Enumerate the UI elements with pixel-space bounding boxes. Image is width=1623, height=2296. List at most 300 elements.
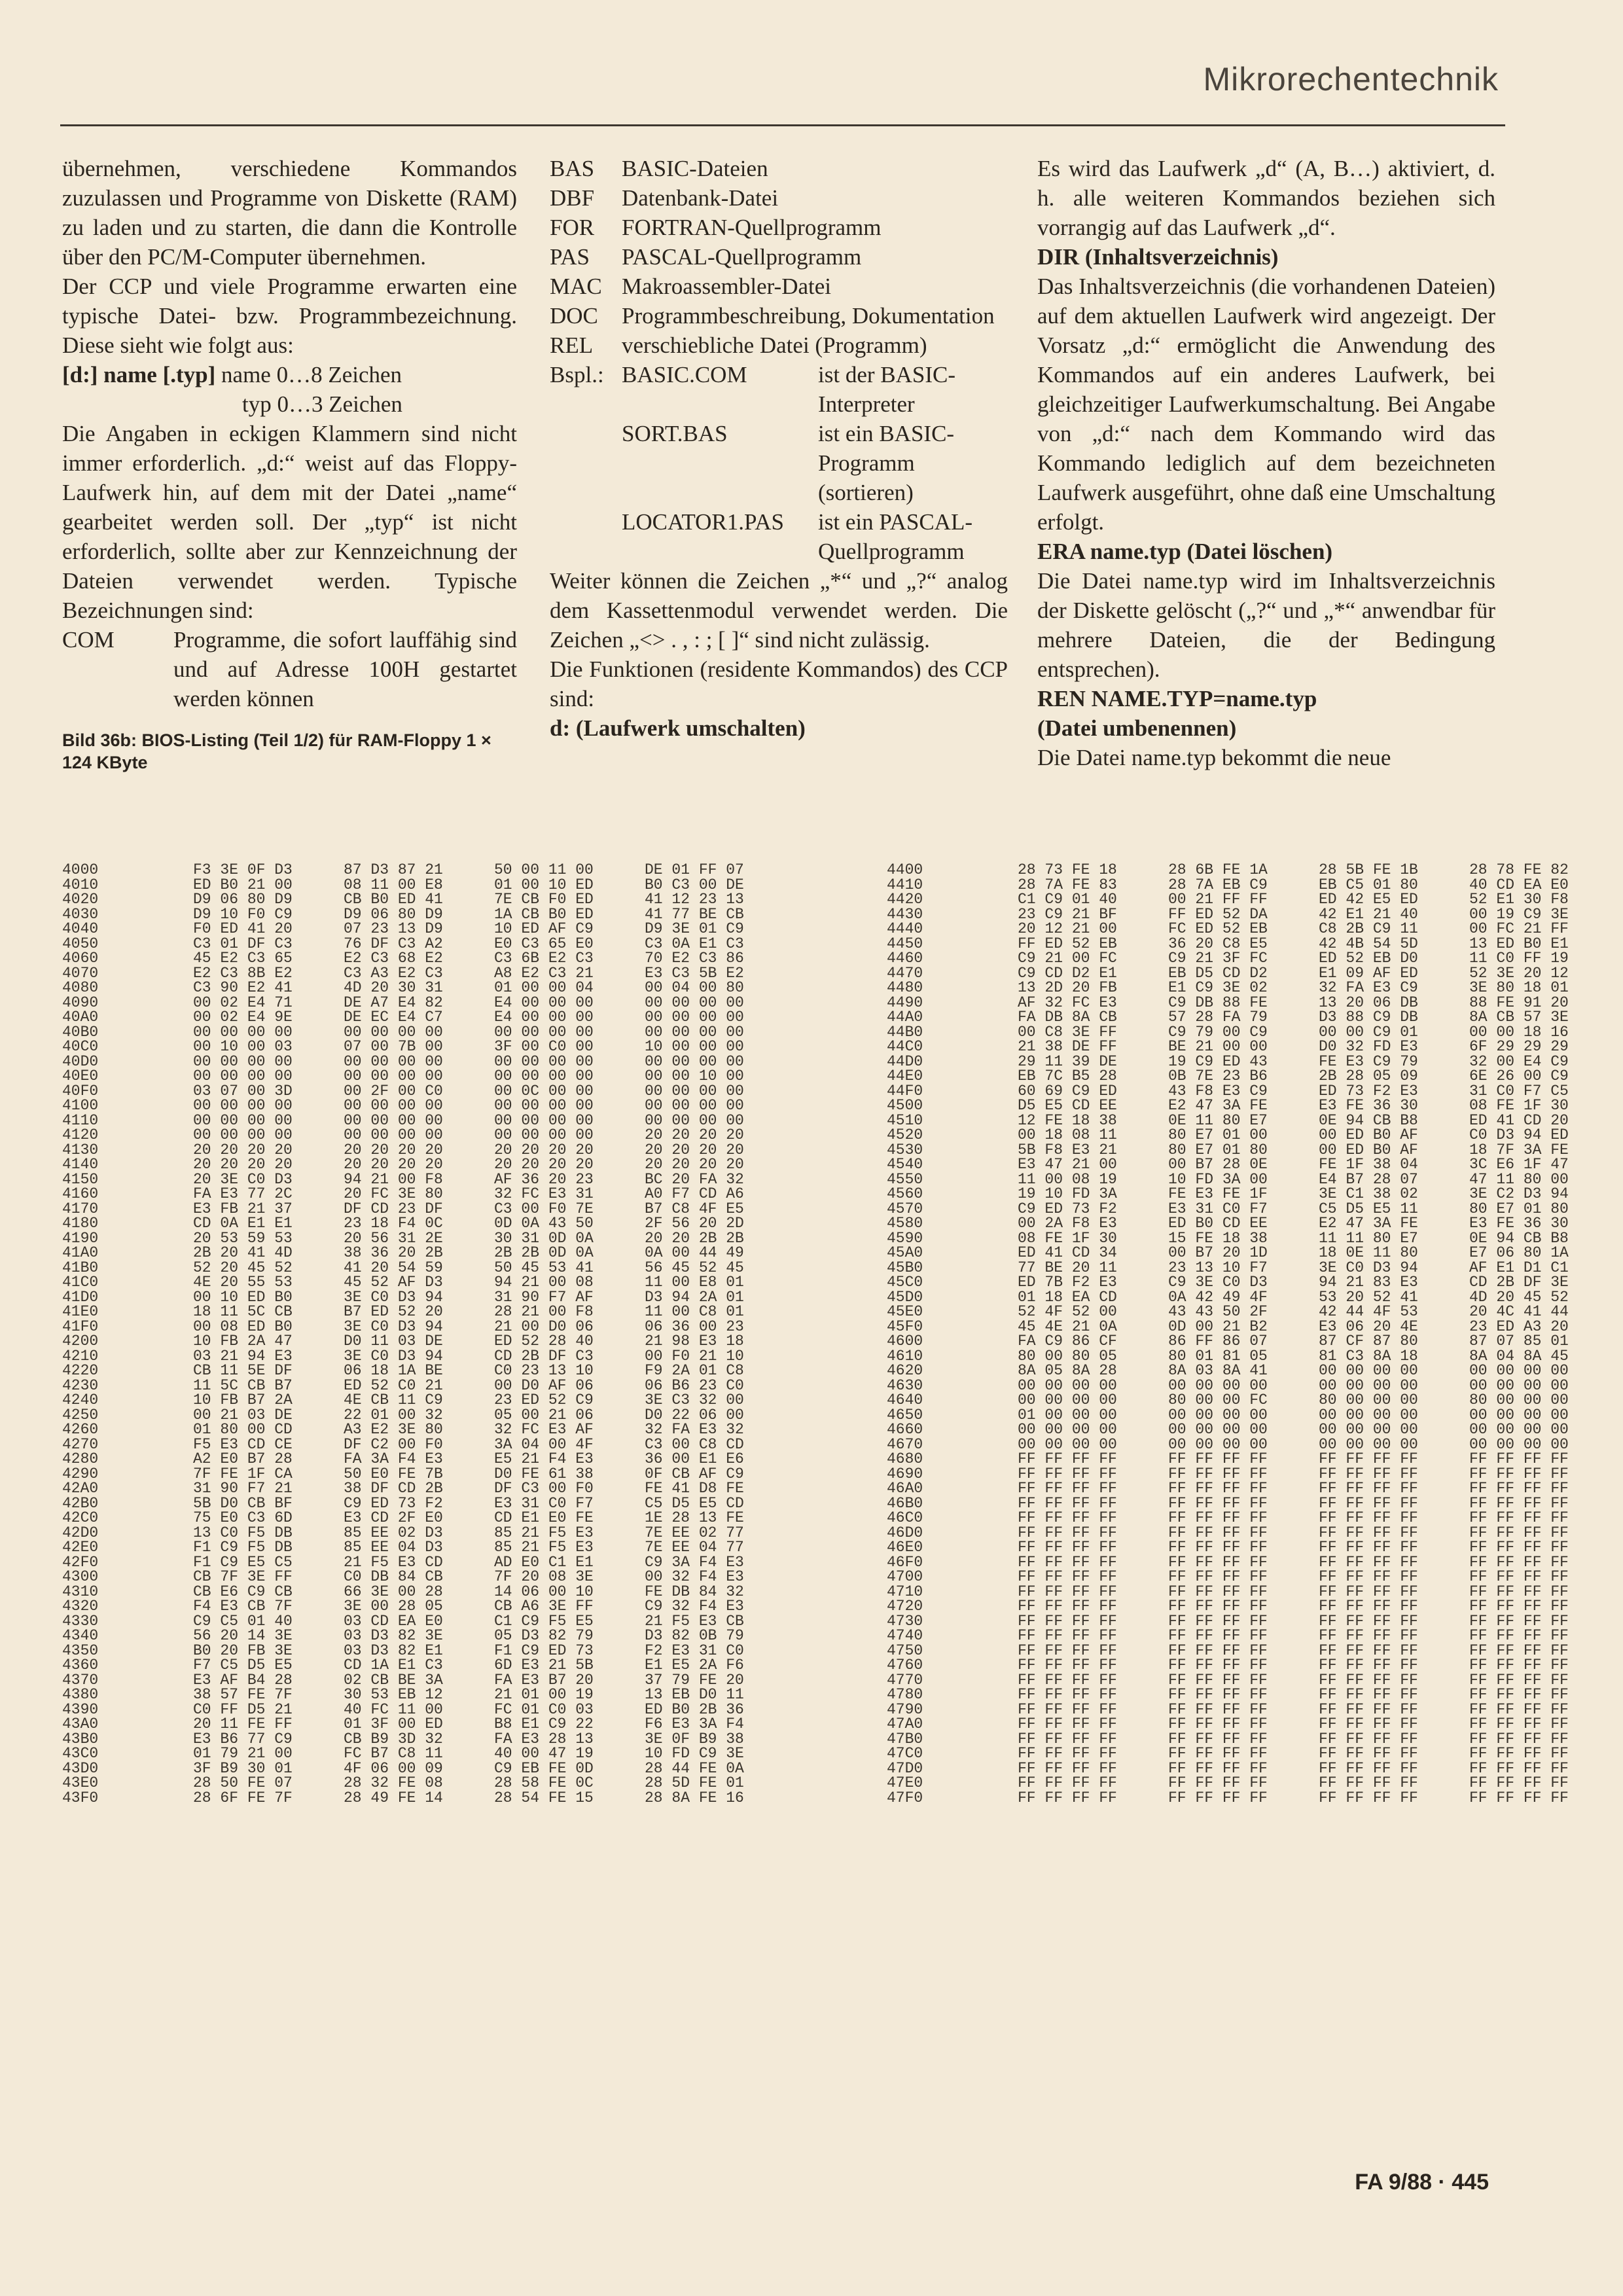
hex-bytes: ED 42 E5 ED xyxy=(1319,891,1418,908)
hex-bytes: 23 ED A3 20 xyxy=(1469,1318,1569,1335)
hex-address: 4700 xyxy=(887,1568,923,1585)
hex-bytes: E3 FE 36 30 xyxy=(1469,1215,1569,1232)
hex-row xyxy=(62,1450,1569,1467)
hex-bytes: 03 CD EA E0 xyxy=(344,1612,443,1630)
hex-bytes: 00 00 00 00 xyxy=(645,994,744,1011)
hex-address: 4720 xyxy=(887,1598,923,1615)
hex-bytes: FF FF FF FF xyxy=(1018,1524,1117,1541)
hex-bytes: 08 FE 1F 30 xyxy=(1018,1229,1117,1247)
hex-gap xyxy=(795,1319,887,1335)
hex-bytes: BE 21 00 00 xyxy=(1168,1038,1268,1055)
hex-bytes: 10 00 00 00 xyxy=(645,1038,744,1055)
example-label xyxy=(550,507,622,566)
hex-bytes: FF FF FF FF xyxy=(1469,1450,1569,1467)
hex-bytes: ED 73 F2 E3 xyxy=(1319,1082,1418,1100)
hex-bytes: C9 3E C0 D3 xyxy=(1168,1274,1268,1291)
hex-gap xyxy=(795,1113,887,1128)
hex-bytes: CD 1A E1 C3 xyxy=(344,1657,443,1674)
hex-row xyxy=(62,1553,1569,1571)
hex-bytes: 87 CF 87 80 xyxy=(1319,1333,1418,1350)
hex-gap xyxy=(795,951,887,966)
hex-bytes: CB 7F 3E FF xyxy=(193,1568,293,1585)
file-type-item xyxy=(550,154,1008,183)
example-list xyxy=(550,360,1008,566)
hex-bytes: 13 ED B0 E1 xyxy=(1469,935,1569,952)
hex-gap xyxy=(795,1157,887,1172)
hex-gap xyxy=(795,1761,887,1776)
hex-row xyxy=(62,950,1569,967)
hex-bytes: FC ED 52 EB xyxy=(1168,920,1268,937)
hex-bytes: 20 20 20 20 xyxy=(645,1156,744,1173)
hex-row xyxy=(62,905,1569,923)
hex-bytes: C5 D5 E5 11 xyxy=(1319,1200,1418,1217)
hex-bytes: 03 D3 82 3E xyxy=(344,1627,443,1644)
hex-address: 46A0 xyxy=(887,1480,923,1497)
hex-bytes: FF FF FF FF xyxy=(1469,1524,1569,1541)
hex-bytes: 18 0E 11 80 xyxy=(1319,1244,1418,1261)
hex-address: 4280 xyxy=(62,1450,99,1467)
example-item xyxy=(550,360,1008,419)
hex-bytes: E3 FE 36 30 xyxy=(1319,1097,1418,1114)
hex-bytes: FF FF FF FF xyxy=(1018,1627,1117,1644)
hex-bytes: FF FF FF FF xyxy=(1018,1450,1117,1467)
hex-bytes: 3E C0 D3 94 xyxy=(344,1347,443,1365)
hex-address: 4510 xyxy=(887,1111,923,1129)
hex-bytes: F1 C9 F5 DB xyxy=(193,1539,293,1556)
hex-bytes: 20 3E C0 D3 xyxy=(193,1170,293,1188)
hex-row xyxy=(62,1333,1569,1350)
hex-bytes: 3E C1 38 02 xyxy=(1319,1185,1418,1202)
hex-bytes: FF FF FF FF xyxy=(1018,1657,1117,1674)
hex-gap xyxy=(795,1084,887,1099)
hex-bytes: D5 E5 CD EE xyxy=(1018,1097,1117,1114)
hex-bytes: FF FF FF FF xyxy=(1319,1745,1418,1762)
hex-address: 4260 xyxy=(62,1421,99,1438)
hex-address: 44A0 xyxy=(887,1009,923,1026)
hex-bytes: DE EC E4 C7 xyxy=(344,1009,443,1026)
hex-bytes: 10 ED AF C9 xyxy=(494,920,594,937)
hex-bytes: 94 21 00 08 xyxy=(494,1274,594,1291)
hex-bytes: 75 E0 C3 6D xyxy=(193,1509,293,1526)
hex-gap xyxy=(795,1452,887,1467)
hex-bytes: FF FF FF FF xyxy=(1018,1715,1117,1732)
hex-address: 45C0 xyxy=(887,1274,923,1291)
hex-bytes: 47 11 80 00 xyxy=(1469,1170,1569,1188)
hex-address: 44D0 xyxy=(887,1052,923,1070)
hex-gap xyxy=(795,1673,887,1688)
hex-address: 4090 xyxy=(62,994,99,1011)
hex-bytes: FC B7 C8 11 xyxy=(344,1745,443,1762)
hex-bytes: 00 B7 28 0E xyxy=(1168,1156,1268,1173)
hex-address: 45F0 xyxy=(887,1318,923,1335)
hex-bytes: C5 D5 E5 CD xyxy=(645,1494,744,1512)
hex-bytes: C0 FF D5 21 xyxy=(193,1700,293,1718)
hex-row xyxy=(62,935,1569,952)
hex-gap xyxy=(795,1187,887,1202)
hex-address: 43A0 xyxy=(62,1715,99,1732)
example-desc: ist ein BASIC-Programm (sortieren) xyxy=(818,421,955,505)
hex-address: 4150 xyxy=(62,1170,99,1188)
hex-bytes: FF ED 52 DA xyxy=(1168,905,1268,923)
hex-address: 4180 xyxy=(62,1215,99,1232)
hex-row xyxy=(62,1671,1569,1689)
example-desc: ist der BASIC-Interpreter xyxy=(818,362,955,417)
hex-row xyxy=(62,1082,1569,1100)
file-type-key: DBF xyxy=(550,185,595,211)
hex-bytes: F2 E3 31 C0 xyxy=(645,1641,744,1659)
hex-gap xyxy=(795,1467,887,1482)
subheading-line xyxy=(1037,713,1495,743)
section-header: Mikrorechentechnik xyxy=(1203,61,1499,98)
syntax-format: [d:] name [.typ] xyxy=(62,362,216,387)
hex-address: 4360 xyxy=(62,1657,99,1674)
hex-row xyxy=(62,1362,1569,1379)
hex-bytes: FF FF FF FF xyxy=(1168,1465,1268,1482)
hex-row xyxy=(62,1627,1569,1644)
hex-bytes: 80 00 80 05 xyxy=(1018,1347,1117,1365)
hex-bytes: 22 01 00 32 xyxy=(344,1406,443,1424)
hex-bytes: 7F FE 1F CA xyxy=(193,1465,293,1482)
hex-bytes: 52 3E 20 12 xyxy=(1469,964,1569,982)
hex-gap xyxy=(795,1481,887,1496)
hex-bytes: 13 EB D0 11 xyxy=(645,1686,744,1703)
hex-row xyxy=(62,1583,1569,1600)
hex-bytes: 0E 11 80 E7 xyxy=(1168,1111,1268,1129)
paragraph: Die Datei name.typ wird im Inhaltsverzeichnis der Diskette gelöscht („?“ und „*“ anwendbar für mehrere Dateien, die der Bedingung entsprechen). xyxy=(1037,568,1495,682)
hex-bytes: 00 00 00 00 xyxy=(494,1111,594,1129)
hex-gap xyxy=(795,1526,887,1541)
hex-gap xyxy=(795,1570,887,1585)
text-column-1 xyxy=(62,154,517,774)
hex-address: 4540 xyxy=(887,1156,923,1173)
hex-row xyxy=(62,1657,1569,1674)
hex-bytes: 0D 00 21 B2 xyxy=(1168,1318,1268,1335)
hex-address: 4680 xyxy=(887,1450,923,1467)
file-type-item xyxy=(550,183,1008,213)
hex-row xyxy=(62,1244,1569,1261)
hex-bytes: D0 11 03 DE xyxy=(344,1333,443,1350)
hex-bytes: 4D 20 30 31 xyxy=(344,979,443,996)
example-label xyxy=(550,419,622,507)
hex-bytes: EB D5 CD D2 xyxy=(1168,964,1268,982)
hex-bytes: 00 19 C9 3E xyxy=(1469,905,1569,923)
hex-row xyxy=(62,1288,1569,1306)
hex-bytes: 43 43 50 2F xyxy=(1168,1303,1268,1320)
hex-bytes: 3C E6 1F 47 xyxy=(1469,1156,1569,1173)
hex-bytes: FF FF FF FF xyxy=(1319,1686,1418,1703)
hex-bytes: 00 04 00 80 xyxy=(645,979,744,996)
hex-bytes: EB 7C B5 28 xyxy=(1018,1067,1117,1085)
hex-bytes: 21 F5 E3 CD xyxy=(344,1553,443,1571)
hex-bytes: 50 E0 FE 7B xyxy=(344,1465,443,1482)
hex-gap xyxy=(795,1555,887,1570)
hex-address: 4330 xyxy=(62,1612,99,1630)
hex-bytes: E7 06 80 1A xyxy=(1469,1244,1569,1261)
hex-address: 4450 xyxy=(887,935,923,952)
file-type-item xyxy=(550,272,1008,301)
hex-bytes: 31 C0 F7 C5 xyxy=(1469,1082,1569,1100)
hex-bytes: FF FF FF FF xyxy=(1469,1612,1569,1630)
hex-bytes: 20 56 31 2E xyxy=(344,1229,443,1247)
hex-bytes: E4 B7 28 07 xyxy=(1319,1170,1418,1188)
hex-address: 43E0 xyxy=(62,1774,99,1791)
hex-bytes: 01 80 00 CD xyxy=(193,1421,293,1438)
hex-row xyxy=(62,1215,1569,1232)
hex-address: 41F0 xyxy=(62,1318,99,1335)
hex-row xyxy=(62,1686,1569,1703)
hex-row xyxy=(62,1347,1569,1365)
hex-bytes: B7 C8 4F E5 xyxy=(645,1200,744,1217)
hex-row xyxy=(62,1141,1569,1158)
hex-address: 4790 xyxy=(887,1700,923,1718)
hex-bytes: FF FF FF FF xyxy=(1168,1539,1268,1556)
subheading: ERA name.typ (Datei löschen) xyxy=(1037,539,1333,564)
hex-bytes: 3E C0 D3 94 xyxy=(344,1288,443,1306)
hex-bytes: 00 32 F4 E3 xyxy=(645,1568,744,1585)
file-type-desc: BASIC-Dateien xyxy=(622,156,768,181)
hex-bytes: CB A6 3E FF xyxy=(494,1598,594,1615)
hex-bytes: FF FF FF FF xyxy=(1469,1789,1569,1806)
hex-row xyxy=(62,1009,1569,1026)
hex-bytes: 43 F8 E3 C9 xyxy=(1168,1082,1268,1100)
hex-bytes: FE E3 C9 79 xyxy=(1319,1052,1418,1070)
hex-bytes: 06 18 1A BE xyxy=(344,1362,443,1379)
hex-bytes: 00 02 E4 71 xyxy=(193,994,293,1011)
hex-bytes: CD 2B DF C3 xyxy=(494,1347,594,1365)
hex-bytes: 28 6B FE 1A xyxy=(1168,861,1268,878)
hex-bytes: DE 01 FF 07 xyxy=(645,861,744,878)
hex-bytes: 5B D0 CB BF xyxy=(193,1494,293,1512)
hex-row xyxy=(62,1612,1569,1630)
hex-bytes: FF FF FF FF xyxy=(1319,1539,1418,1556)
hex-gap xyxy=(795,1231,887,1246)
hex-bytes: FF FF FF FF xyxy=(1168,1598,1268,1615)
file-type-key: REL xyxy=(550,332,594,358)
hex-bytes: E2 47 3A FE xyxy=(1319,1215,1418,1232)
hex-bytes: 14 06 00 10 xyxy=(494,1583,594,1600)
hex-address: 46F0 xyxy=(887,1553,923,1571)
hex-address: 4440 xyxy=(887,920,923,937)
hex-address: 4100 xyxy=(62,1097,99,1114)
hex-bytes: C3 90 E2 41 xyxy=(193,979,293,996)
hex-bytes: FF FF FF FF xyxy=(1018,1494,1117,1512)
hex-bytes: 00 00 00 00 xyxy=(1168,1435,1268,1453)
hex-bytes: FF FF FF FF xyxy=(1018,1700,1117,1718)
hex-bytes: F6 E3 3A F4 xyxy=(645,1715,744,1732)
hex-bytes: 80 00 00 00 xyxy=(1319,1391,1418,1408)
hex-bytes: 28 5B FE 1B xyxy=(1319,861,1418,878)
hex-bytes: FF FF FF FF xyxy=(1319,1524,1418,1541)
hex-bytes: FF FF FF FF xyxy=(1168,1730,1268,1748)
hex-bytes: 00 00 00 00 xyxy=(494,1097,594,1114)
hex-bytes: C3 00 F0 7E xyxy=(494,1200,594,1217)
hex-bytes: E4 00 00 00 xyxy=(494,994,594,1011)
hex-bytes: 00 00 00 00 xyxy=(645,1082,744,1100)
hex-bytes: 37 79 FE 20 xyxy=(645,1671,744,1689)
hex-bytes: F1 C9 E5 C5 xyxy=(193,1553,293,1571)
hex-address: 4740 xyxy=(887,1627,923,1644)
hex-bytes: 32 FA E3 C9 xyxy=(1319,979,1418,996)
hex-address: 4650 xyxy=(887,1406,923,1424)
hex-bytes: D9 06 80 D9 xyxy=(344,905,443,923)
hex-bytes: FF FF FF FF xyxy=(1469,1583,1569,1600)
hex-bytes: 00 00 18 16 xyxy=(1469,1023,1569,1041)
hex-bytes: AF 32 FC E3 xyxy=(1018,994,1117,1011)
hex-bytes: FF FF FF FF xyxy=(1469,1598,1569,1615)
hex-address: 4670 xyxy=(887,1435,923,1453)
hex-bytes: C9 3A F4 E3 xyxy=(645,1553,744,1571)
hex-bytes: 36 20 C8 E5 xyxy=(1168,935,1268,952)
hex-bytes: A8 E2 C3 21 xyxy=(494,964,594,982)
hex-bytes: 00 21 FF FF xyxy=(1168,891,1268,908)
hex-row xyxy=(62,1067,1569,1085)
hex-row xyxy=(62,1376,1569,1394)
hex-bytes: 0B 7E 23 B6 xyxy=(1168,1067,1268,1085)
hex-address: 41B0 xyxy=(62,1259,99,1276)
hex-bytes: 00 00 00 00 xyxy=(1469,1362,1569,1379)
hex-address: 45D0 xyxy=(887,1288,923,1306)
hex-bytes: 28 32 FE 08 xyxy=(344,1774,443,1791)
hex-bytes: F1 C9 ED 73 xyxy=(494,1641,594,1659)
hex-row xyxy=(62,1789,1569,1806)
hex-bytes: 00 00 00 00 xyxy=(494,1067,594,1085)
hex-bytes: 3A 04 00 4F xyxy=(494,1435,594,1453)
hex-bytes: 00 18 08 11 xyxy=(1018,1126,1117,1143)
hex-bytes: 05 00 21 06 xyxy=(494,1406,594,1424)
hex-bytes: 3E C0 D3 94 xyxy=(344,1318,443,1335)
hex-row xyxy=(62,1111,1569,1129)
page-footer: FA 9/88 · 445 xyxy=(1355,2170,1489,2195)
hex-row xyxy=(62,891,1569,908)
hex-address: 47E0 xyxy=(887,1774,923,1791)
hex-bytes: FA E3 B7 20 xyxy=(494,1671,594,1689)
hex-gap xyxy=(795,980,887,996)
hex-bytes: 00 0C 00 00 xyxy=(494,1082,594,1100)
hex-bytes: FF FF FF FF xyxy=(1469,1627,1569,1644)
hex-bytes: ED 52 C0 21 xyxy=(344,1376,443,1394)
hex-bytes: 2B 20 41 4D xyxy=(193,1244,293,1261)
hex-bytes: CD E1 E0 FE xyxy=(494,1509,594,1526)
hex-address: 4600 xyxy=(887,1333,923,1350)
hex-bytes: 88 FE 91 20 xyxy=(1469,994,1569,1011)
hex-bytes: FF FF FF FF xyxy=(1469,1553,1569,1571)
hex-bytes: FF FF FF FF xyxy=(1168,1627,1268,1644)
hex-row xyxy=(62,1730,1569,1748)
hex-bytes: FF FF FF FF xyxy=(1168,1774,1268,1791)
hex-bytes: 42 E1 21 40 xyxy=(1319,905,1418,923)
hex-address: 4110 xyxy=(62,1111,99,1129)
hex-address: 40F0 xyxy=(62,1082,99,1100)
hex-bytes: 38 57 FE 7F xyxy=(193,1686,293,1703)
hex-address: 4690 xyxy=(887,1465,923,1482)
hex-row xyxy=(62,1185,1569,1202)
hex-bytes: 60 69 C9 ED xyxy=(1018,1082,1117,1100)
hex-address: 4630 xyxy=(887,1376,923,1394)
hex-bytes: 94 21 83 E3 xyxy=(1319,1274,1418,1291)
hex-bytes: FF FF FF FF xyxy=(1469,1480,1569,1497)
hex-bytes: 40 FC 11 00 xyxy=(344,1700,443,1718)
hex-bytes: 42 44 4F 53 xyxy=(1319,1303,1418,1320)
hex-bytes: FF FF FF FF xyxy=(1469,1539,1569,1556)
hex-bytes: 80 E7 01 00 xyxy=(1168,1126,1268,1143)
hex-bytes: 12 FE 18 38 xyxy=(1018,1111,1117,1129)
hex-bytes: 80 E7 01 80 xyxy=(1469,1200,1569,1217)
hex-bytes: 3E 00 28 05 xyxy=(344,1598,443,1615)
hex-bytes: 00 10 ED B0 xyxy=(193,1288,293,1306)
hex-address: 46D0 xyxy=(887,1524,923,1541)
hex-bytes: FF FF FF FF xyxy=(1319,1583,1418,1600)
subheading-line xyxy=(1037,684,1495,713)
hex-address: 43F0 xyxy=(62,1789,99,1806)
hex-bytes: FF FF FF FF xyxy=(1168,1553,1268,1571)
hex-bytes: C9 ED 73 F2 xyxy=(1018,1200,1117,1217)
hex-bytes: 03 21 94 E3 xyxy=(193,1347,293,1365)
hex-bytes: 1E 28 13 FE xyxy=(645,1509,744,1526)
hex-bytes: FF FF FF FF xyxy=(1018,1583,1117,1600)
hex-bytes: 28 54 FE 15 xyxy=(494,1789,594,1806)
hex-bytes: FF FF FF FF xyxy=(1168,1494,1268,1512)
paragraph: Weiter können die Zeichen „*“ und „?“ analog dem Kassettenmodul verwendet werden. Die Zeichen „<> . , : ; [ ]“ sind nicht zulässig. xyxy=(550,568,1008,653)
hex-bytes: D0 FE 61 38 xyxy=(494,1465,594,1482)
hex-row xyxy=(62,1524,1569,1541)
hex-bytes: C0 23 13 10 xyxy=(494,1362,594,1379)
hex-bytes: 00 00 00 00 xyxy=(193,1126,293,1143)
hex-bytes: 00 00 00 00 xyxy=(645,1097,744,1114)
hex-address: 4490 xyxy=(887,994,923,1011)
hex-bytes: 23 13 10 F7 xyxy=(1168,1259,1268,1276)
hex-address: 4120 xyxy=(62,1126,99,1143)
hex-address: 4210 xyxy=(62,1347,99,1365)
text-column-2 xyxy=(550,154,1008,743)
hex-bytes: 31 90 F7 21 xyxy=(193,1480,293,1497)
hex-bytes: 80 01 81 05 xyxy=(1168,1347,1268,1365)
hex-bytes: 21 38 DE FF xyxy=(1018,1038,1117,1055)
hex-row xyxy=(62,1259,1569,1276)
hex-gap xyxy=(795,1658,887,1673)
hex-row xyxy=(62,1465,1569,1482)
hex-bytes: 86 FF 86 07 xyxy=(1168,1333,1268,1350)
hex-gap xyxy=(795,1069,887,1084)
hex-bytes: 11 11 80 E7 xyxy=(1319,1229,1418,1247)
hex-address: 4320 xyxy=(62,1598,99,1615)
hex-row xyxy=(62,1156,1569,1173)
hex-gap xyxy=(795,1363,887,1378)
hex-gap xyxy=(795,1408,887,1423)
hex-bytes: 23 ED 52 C9 xyxy=(494,1391,594,1408)
paragraph: Die Funktionen (residente Kommandos) des CCP sind: xyxy=(550,656,1008,711)
hex-bytes: FF FF FF FF xyxy=(1469,1700,1569,1718)
hex-bytes: 4D 20 45 52 xyxy=(1469,1288,1569,1306)
text-column-3 xyxy=(1037,154,1495,772)
hex-bytes: CB E6 C9 CB xyxy=(193,1583,293,1600)
hex-bytes: 20 20 20 20 xyxy=(344,1141,443,1158)
hex-bytes: 00 00 00 00 xyxy=(344,1097,443,1114)
hex-address: 4710 xyxy=(887,1583,923,1600)
hex-gap xyxy=(795,1511,887,1526)
hex-bytes: 11 5C CB B7 xyxy=(193,1376,293,1394)
hex-bytes: ED 52 EB D0 xyxy=(1319,950,1418,967)
hex-bytes: FF FF FF FF xyxy=(1469,1759,1569,1777)
hex-bytes: FF FF FF FF xyxy=(1168,1671,1268,1689)
hex-bytes: FF FF FF FF xyxy=(1168,1641,1268,1659)
hex-row xyxy=(62,920,1569,937)
hex-bytes: AF E1 D1 C1 xyxy=(1469,1259,1569,1276)
hex-bytes: 40 00 47 19 xyxy=(494,1745,594,1762)
hex-bytes: 00 00 00 00 xyxy=(344,1067,443,1085)
hex-bytes: 07 23 13 D9 xyxy=(344,920,443,937)
hex-bytes: DF C2 00 F0 xyxy=(344,1435,443,1453)
hex-bytes: 7E EE 02 77 xyxy=(645,1524,744,1541)
